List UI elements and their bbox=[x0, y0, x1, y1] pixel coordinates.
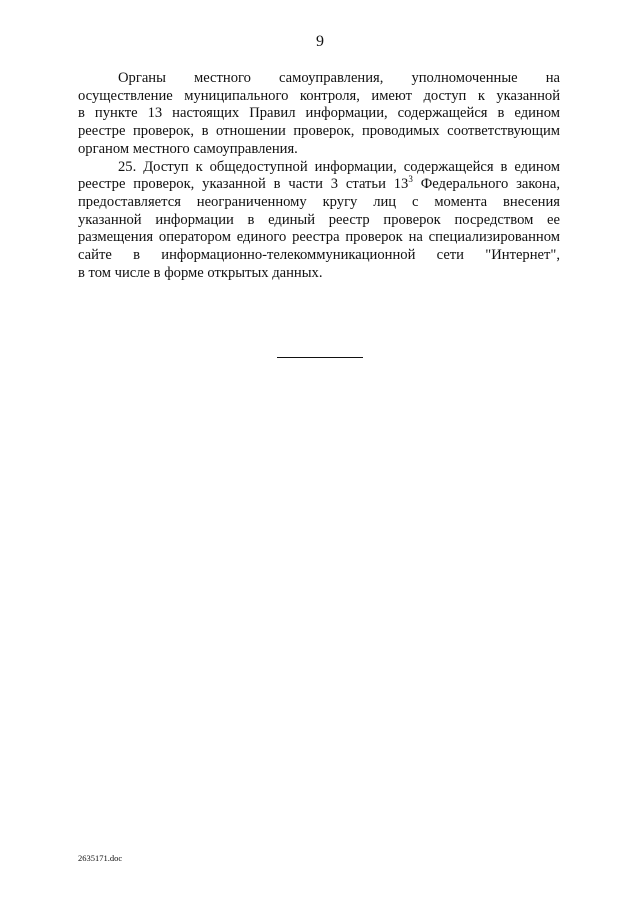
page-number: 9 bbox=[316, 33, 324, 50]
end-separator-line bbox=[277, 357, 363, 358]
text-line: указанной информации в единый реестр проверок посредством ее bbox=[78, 211, 560, 228]
paragraph-25 bbox=[78, 159, 560, 283]
text-line: осуществление муниципального контроля, имеют доступ к указанной bbox=[78, 87, 560, 104]
text-line: в том числе в форме открытых данных. bbox=[78, 264, 323, 281]
text-line: предоставляется неограниченному кругу лиц с момента внесения bbox=[78, 193, 560, 210]
text-line: Органы местного самоуправления, уполномоченные на bbox=[118, 70, 560, 86]
superscript: 3 bbox=[408, 174, 413, 185]
text-line-with-superscript bbox=[78, 176, 560, 194]
text-line: в пункте 13 настоящих Правил информации, содержащейся в едином bbox=[78, 105, 560, 122]
text-fragment: Федерального закона, bbox=[412, 176, 560, 193]
document-body bbox=[78, 70, 560, 282]
text-line: органом местного самоуправления. bbox=[78, 140, 298, 157]
paragraph-1 bbox=[78, 70, 560, 159]
text-fragment: реестре проверок, указанной в части 3 статьи 13 bbox=[78, 176, 409, 193]
text-line: реестре проверок, в отношении проверок, проводимых соответствующим bbox=[78, 123, 560, 140]
text-line: 25. Доступ к общедоступной информации, содержащейся в едином bbox=[118, 158, 560, 175]
text-line: размещения оператором единого реестра проверок на специализированном bbox=[78, 229, 560, 246]
footer-file-name: 2635171.doc bbox=[78, 853, 123, 863]
text-line: сайте в информационно-телекоммуникационной сети "Интернет", bbox=[78, 247, 560, 264]
